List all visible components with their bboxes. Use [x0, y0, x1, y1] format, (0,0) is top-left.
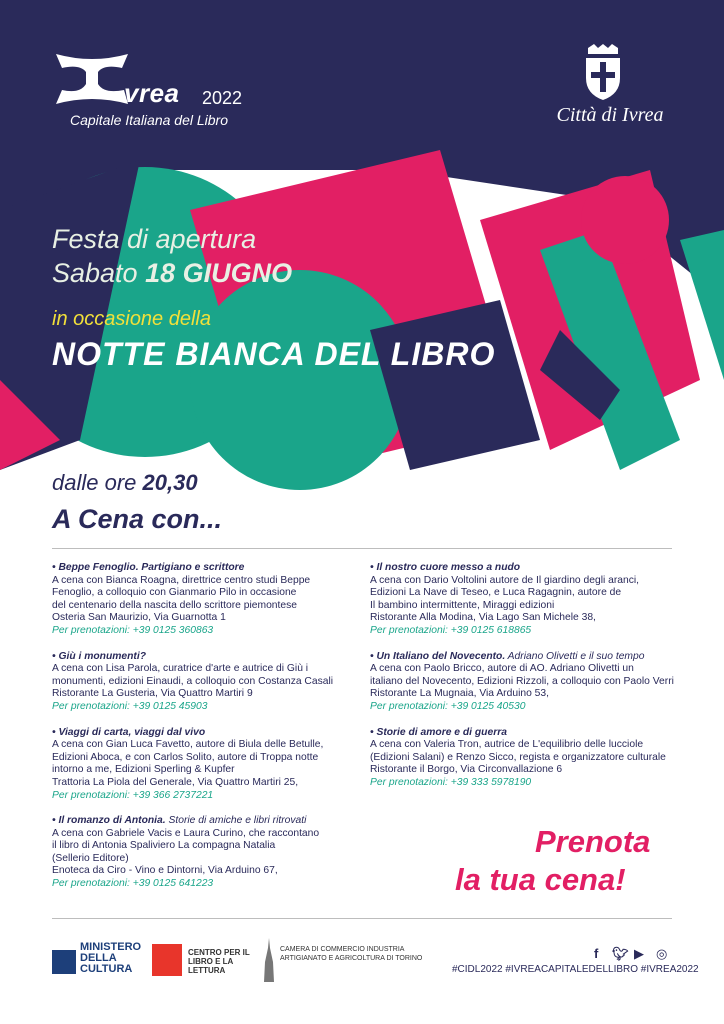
- event-item: [52, 562, 352, 638]
- event-subtitle: Adriano Olivetti e il suo tempo: [505, 650, 645, 662]
- event-detail-line: il libro di Antonia Spaliviero La compagna Natalia: [52, 840, 276, 852]
- ministero-cultura-logo: [52, 938, 142, 982]
- event-detail-line: Trattoria La Piola del Generale, Via Quattro Martiri 25,: [52, 776, 299, 788]
- event-detail-line: A cena con Valeria Tron, autrice de L'equilibrio delle lucciole: [370, 739, 644, 751]
- logo-tagline: Capitale Italiana del Libro: [70, 112, 228, 128]
- event-detail-line: A cena con Lisa Parola, curatrice d'arte e autrice di Giù i: [52, 663, 309, 675]
- event-detail-line: Edizioni La Nave di Teseo, e Luca Ragagnin, autore de: [370, 587, 622, 599]
- event-detail-line: Ristorante La Gusteria, Via Quattro Martiri 9: [52, 688, 253, 700]
- event-item: [52, 727, 352, 803]
- magenta-circle-shape: [581, 176, 669, 264]
- cepell-logo: [152, 938, 252, 982]
- hashtags: #CIDL2022 #IVREACAPITALEDELLIBRO #IVREA2022: [452, 964, 699, 975]
- event-item: [370, 650, 674, 714]
- event-phone[interactable]: Per prenotazioni: +39 366 2737221: [52, 789, 214, 801]
- event-detail-line: Ristorante il Borgo, Via Circonvallazione 6: [370, 764, 563, 776]
- event-detail-line: (Sellerio Editore): [52, 852, 129, 864]
- cepell-logo-text: CENTRO PER IL LIBRO E LA LETTURA: [188, 948, 250, 975]
- event-detail-line: intorno a me, Edizioni Sperling & Kupfer: [52, 764, 235, 776]
- event-subtitle: Storie di amiche e libri ritrovati: [165, 815, 307, 827]
- event-phone[interactable]: Per prenotazioni: +39 0125 641223: [52, 878, 214, 890]
- start-time: [52, 470, 198, 496]
- festa-date: 18 GIUGNO: [145, 258, 293, 288]
- dalle-label: dalle ore: [52, 470, 143, 495]
- event-item: [52, 815, 352, 891]
- event-detail-line: del centenario della nascita dello scrittore piemontese: [52, 599, 297, 611]
- event-item: [370, 562, 670, 638]
- event-title: • Il romanzo di Antonia.: [52, 815, 166, 827]
- event-detail-line: Il bambino intermittente, Miraggi edizioni: [370, 599, 555, 611]
- events-right-column: [370, 562, 674, 803]
- event-item: [52, 651, 352, 714]
- festa-title-line1: Festa di apertura: [52, 224, 257, 254]
- occasione-text: in occasione della: [52, 308, 211, 330]
- event-title: • Il nostro cuore messo a nudo: [370, 562, 521, 573]
- mic-logo-text: MINISTERO DELLA CULTURA: [80, 941, 142, 975]
- logo-year: 2022: [202, 88, 243, 108]
- event-title: • Storie di amore e di guerra: [370, 726, 507, 738]
- event-title: • Viaggi di carta, viaggi dal vivo: [52, 726, 206, 738]
- cena-title: A Cena con...: [52, 504, 223, 534]
- time-value: 20,30: [142, 470, 198, 495]
- ivrea-2022-logo: [52, 50, 272, 130]
- event-detail-line: monumenti, edizioni Einaudi, a colloquio con Costanza Casali: [52, 675, 334, 687]
- event-detail-line: Edizioni Aboca, e con Carlos Solito, autore di Troppa notte: [52, 751, 319, 763]
- facebook-icon[interactable]: f: [594, 946, 599, 961]
- event-phone[interactable]: Per prenotazioni: +39 333 5978190: [370, 776, 532, 788]
- teal-round-shape: [190, 270, 410, 490]
- prenota-line1: Prenota: [535, 824, 651, 859]
- city-crest-icon: [580, 44, 626, 102]
- event-phone[interactable]: Per prenotazioni: +39 0125 618865: [370, 624, 532, 636]
- event-title: • Un Italiano del Novecento.: [370, 650, 506, 662]
- notte-bianca-title: NOTTE BIANCA DEL LIBRO: [52, 336, 496, 372]
- event-detail-line: Ristorante La Mugnaia, Via Arduino 53,: [370, 688, 549, 700]
- event-title: • Giù i monumenti?: [52, 650, 146, 662]
- event-detail-line: Fenoglio, a colloquio con Gianmario Pilo in occasione: [52, 587, 297, 599]
- event-phone[interactable]: Per prenotazioni: +39 0125 45903: [52, 700, 208, 712]
- event-detail-line: A cena con Bianca Roagna, direttrice centro studi Beppe: [52, 574, 311, 586]
- event-detail-line: A cena con Gian Luca Favetto, autore di Biula delle Betulle,: [52, 739, 324, 751]
- cepell-logo-mark-icon: [152, 944, 182, 976]
- prenota-line2: la tua cena!: [455, 862, 626, 897]
- event-item: [370, 727, 670, 790]
- divider-top: [52, 548, 672, 549]
- event-detail-line: italiano del Novecento, Edizioni Rizzoli, a colloquio con Paolo Verri: [370, 675, 674, 687]
- event-detail-line: A cena con Gabriele Vacis e Laura Curino, che raccontano: [52, 827, 320, 839]
- ivrea-logo-mark-icon: [52, 50, 132, 106]
- city-name: Città di Ivrea: [556, 104, 664, 126]
- festa-weekday: Sabato: [52, 258, 146, 288]
- festa-title-line2: [52, 258, 292, 289]
- event-detail-line: Enoteca da Ciro - Vino e Dintorni, Via Arduino 67,: [52, 865, 278, 877]
- mic-logo-mark-icon: [52, 950, 76, 974]
- event-detail-line: A cena con Paolo Bricco, autore di AO. Adriano Olivetti un: [370, 663, 634, 675]
- events-left-column: [52, 562, 352, 904]
- divider-bottom: [52, 918, 672, 919]
- camera-commercio-logo: [262, 938, 432, 982]
- social-icons: [594, 946, 672, 962]
- event-detail-line: Ristorante Alla Modina, Via Lago San Michele 38,: [370, 612, 596, 624]
- event-detail-line: A cena con Dario Voltolini autore de Il giardino degli aranci,: [370, 574, 640, 586]
- instagram-icon[interactable]: ◎: [656, 946, 668, 961]
- mole-antonelliana-icon: [262, 938, 276, 982]
- camera-logo-text: CAMERA DI COMMERCIO INDUSTRIA ARTIGIANATO E AGRICOLTURA DI TORINO: [280, 946, 423, 962]
- event-phone[interactable]: Per prenotazioni: +39 0125 360863: [52, 624, 214, 636]
- event-phone[interactable]: Per prenotazioni: +39 0125 40530: [370, 700, 526, 712]
- twitter-icon[interactable]: 🐦︎: [612, 946, 629, 961]
- event-detail-line: Osteria San Maurizio, Via Guarnotta 1: [52, 612, 226, 624]
- logo-word: vrea: [124, 78, 180, 108]
- youtube-icon[interactable]: ▶: [634, 946, 644, 961]
- event-title: • Beppe Fenoglio. Partigiano e scrittore: [52, 562, 245, 573]
- event-detail-line: (Edizioni Salani) e Renzo Sicco, regista e organizzatore culturale: [370, 751, 666, 763]
